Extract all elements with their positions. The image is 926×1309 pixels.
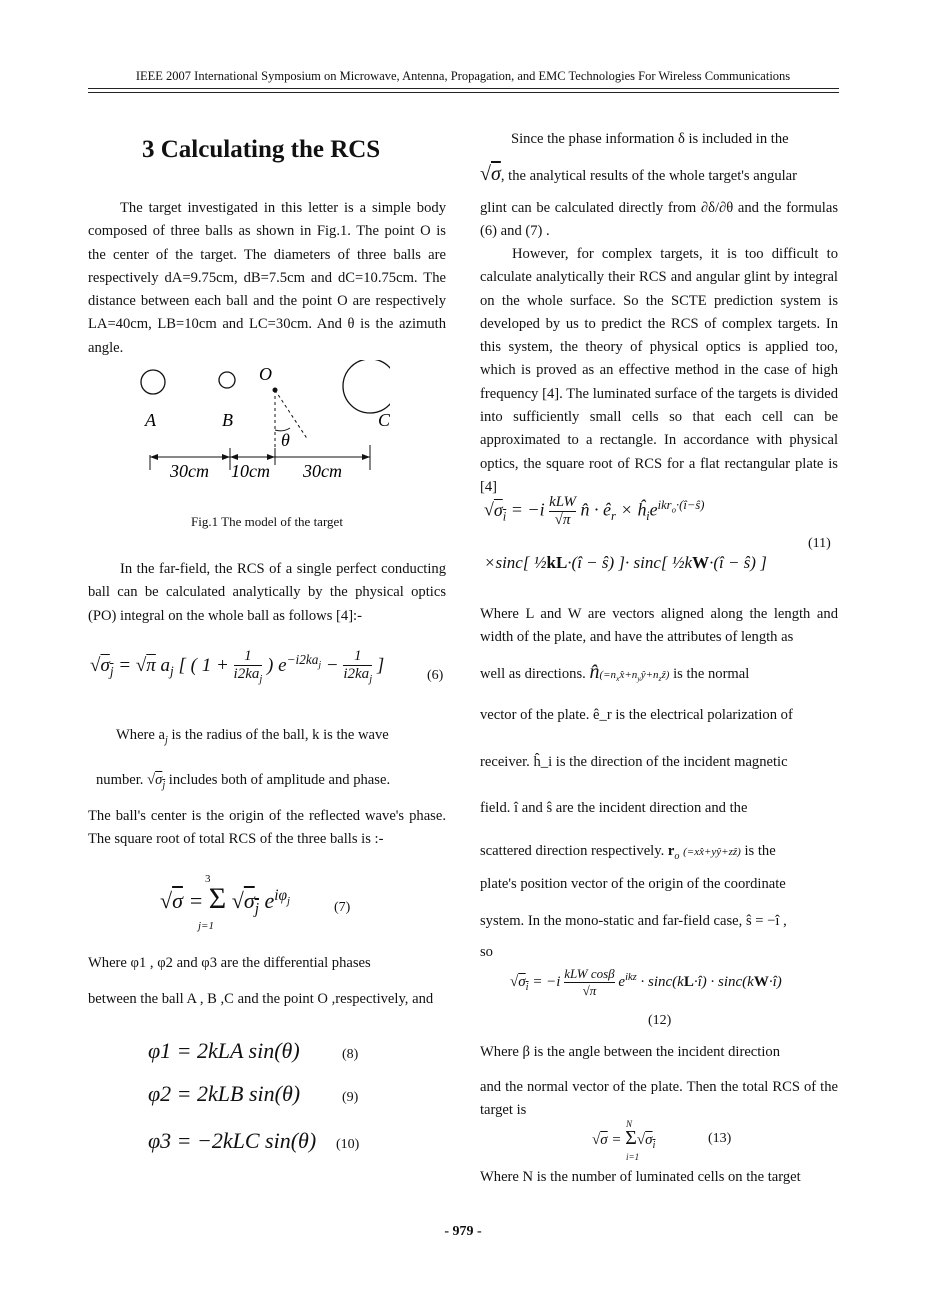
equation-10-number: (10) <box>336 1137 360 1152</box>
page-number: - 979 - <box>444 1224 482 1239</box>
left-para-3: Where $a_j$ is the radius of the ball, k is the wave <box>116 727 389 746</box>
figure-caption: Fig.1 The model of the target <box>191 514 343 529</box>
equation-7-number: (7) <box>334 900 351 915</box>
left-para-1: The target investigated in this letter is a simple body composed of three balls as shown in Fig.1. The point O is the center of the target. The diameters of three balls are respectively dA=9.75cm, dB=7.5cm and dC=10.75cm. The distance between each ball and the point O are respectively LA=40cm, LB=10cm and LC=30cm. And θ is the azimuth angle. <box>88 200 446 356</box>
right-para-1c: glint can be calculated directly from ∂δ/∂θ and the formulas (6) and (7) . <box>480 200 838 240</box>
equation-12-number: (12) <box>648 1013 672 1028</box>
right-para-11: so <box>480 944 493 960</box>
left-para-6b: between the ball A , B ,C and the point O ,respectively, and <box>88 991 434 1007</box>
right-para-1a: Since the phase information δ is included in the <box>511 131 789 147</box>
right-para-3: Where L and W are vectors aligned along the length and width of the plate, and have the attributes of length as <box>480 606 838 646</box>
left-para-6a: Where φ1 , φ2 and φ3 are the differential phases <box>88 955 371 971</box>
ball-b <box>219 372 235 388</box>
right-para-8: scattered direction respectively. $r_o$ (=xx̂+yŷ+zẑ) is the <box>480 843 776 862</box>
right-para-7: field. î and ŝ are the incident direction and the <box>480 800 748 816</box>
dim-30cm-left: 30cm <box>170 461 209 481</box>
equation-10: φ3 = −2kLC sin(θ) <box>148 1128 317 1153</box>
left-para-2: In the far-field, the RCS of a single perfect conducting ball can be calculated analytically by the physical optics (PO) integral on the whole ball as follows [4]:- <box>88 561 446 624</box>
equation-8-number: (8) <box>342 1047 359 1062</box>
right-para-14: Where N is the number of luminated cells on the target <box>480 1169 801 1185</box>
equation-9: φ2 = 2kLB sin(θ) <box>148 1081 301 1106</box>
label-a: A <box>145 410 156 430</box>
right-para-12: Where β is the angle between the incident direction <box>480 1044 780 1060</box>
ball-c <box>343 360 390 413</box>
equation-9-number: (9) <box>342 1090 359 1105</box>
header-rule-top <box>88 88 839 89</box>
left-para-4: number. $√\sigma_j$ includes both of amplitude and phase. <box>96 772 391 791</box>
right-para-6: receiver. ĥ_i is the direction of the incident magnetic <box>480 754 788 770</box>
section-title: 3 Calculating the RCS <box>142 136 381 163</box>
equation-12: $√\sigma_i = -i$ kLW cosβ √π $e^{ikz}$ · sinc(kL·î) · sinc(kW·î) <box>510 966 782 998</box>
equation-13: $√\sigma = \Sigma√\sigma_i$ <box>592 1127 656 1151</box>
header-rule-bottom <box>88 92 839 93</box>
right-para-9: plate's position vector of the origin of the coordinate <box>480 876 786 892</box>
label-o: O <box>259 364 272 384</box>
running-header: IEEE 2007 International Symposium on Microwave, Antenna, Propagation, and EMC Technologies For Wireless Communications <box>135 69 791 83</box>
right-para-13: and the normal vector of the plate. Then the total RCS of the target is <box>480 1079 838 1119</box>
right-para-1b: √σ, the analytical results of the whole target's angular <box>480 163 798 185</box>
ball-a <box>141 370 165 394</box>
equation-6: $√\sigma_j = √\pi$ $a_j$ [ ( 1 + 1 $i2ka_j$ ) $e^{-i2ka_j}$ − 1 $i2ka_j$ ] <box>90 648 385 685</box>
right-para-2: However, for complex targets, it is too difficult to calculate analytically their RCS and angular glint by integral on the whole surface. So the SCTE prediction system is developed by us to predict the RCS of complex targets. In this system, the theory of physical optics is applied too, which is proved as an effective method in the case of high frequency [4]. The luminated surface of the targets is divided into sufficiently small cells so that each cell can be approximated to a rectangle. In accordance with physical optics, the square root of RCS for a flat rectangular plate is [4] <box>480 246 838 495</box>
figure-1-model <box>140 360 390 490</box>
left-para-5: The ball's center is the origin of the reflected wave's phase. The square root of total RCS of the three balls is :- <box>88 808 446 848</box>
right-para-5: vector of the plate. ê_r is the electrical polarization of <box>480 707 793 723</box>
equation-6-number: (6) <box>427 668 444 683</box>
equation-11-line-1: $√\sigma_i = -i$ kLW √π n̂ · $ê_r$ × $ĥ_ie^{ikr_o\cdot(î-ŝ)}$ <box>484 494 705 528</box>
equation-13-number: (13) <box>708 1131 732 1146</box>
label-b: B <box>222 410 233 430</box>
equation-11-line-2: ×sinc[ ½kL·(î − ŝ) ]· sinc[ ½kW·(î − ŝ) ] <box>484 553 767 572</box>
equation-11-number: (11) <box>808 536 831 551</box>
equation-7: √σ = Σ $√\sigma_j$ $e^{i\varphi_j}$ <box>160 882 291 918</box>
label-c: C <box>377 410 390 430</box>
label-theta: θ <box>281 430 290 450</box>
equation-8: φ1 = 2kLA sin(θ) <box>148 1038 300 1063</box>
right-para-10: system. In the mono-static and far-field case, ŝ = −î , <box>480 913 787 929</box>
dim-30cm-right: 30cm <box>303 461 342 481</box>
dim-10cm: 10cm <box>231 461 270 481</box>
right-para-4: well as directions. $n̂(=n_xx̂+n_yŷ+n_zẑ)$ is the normal <box>480 661 750 684</box>
